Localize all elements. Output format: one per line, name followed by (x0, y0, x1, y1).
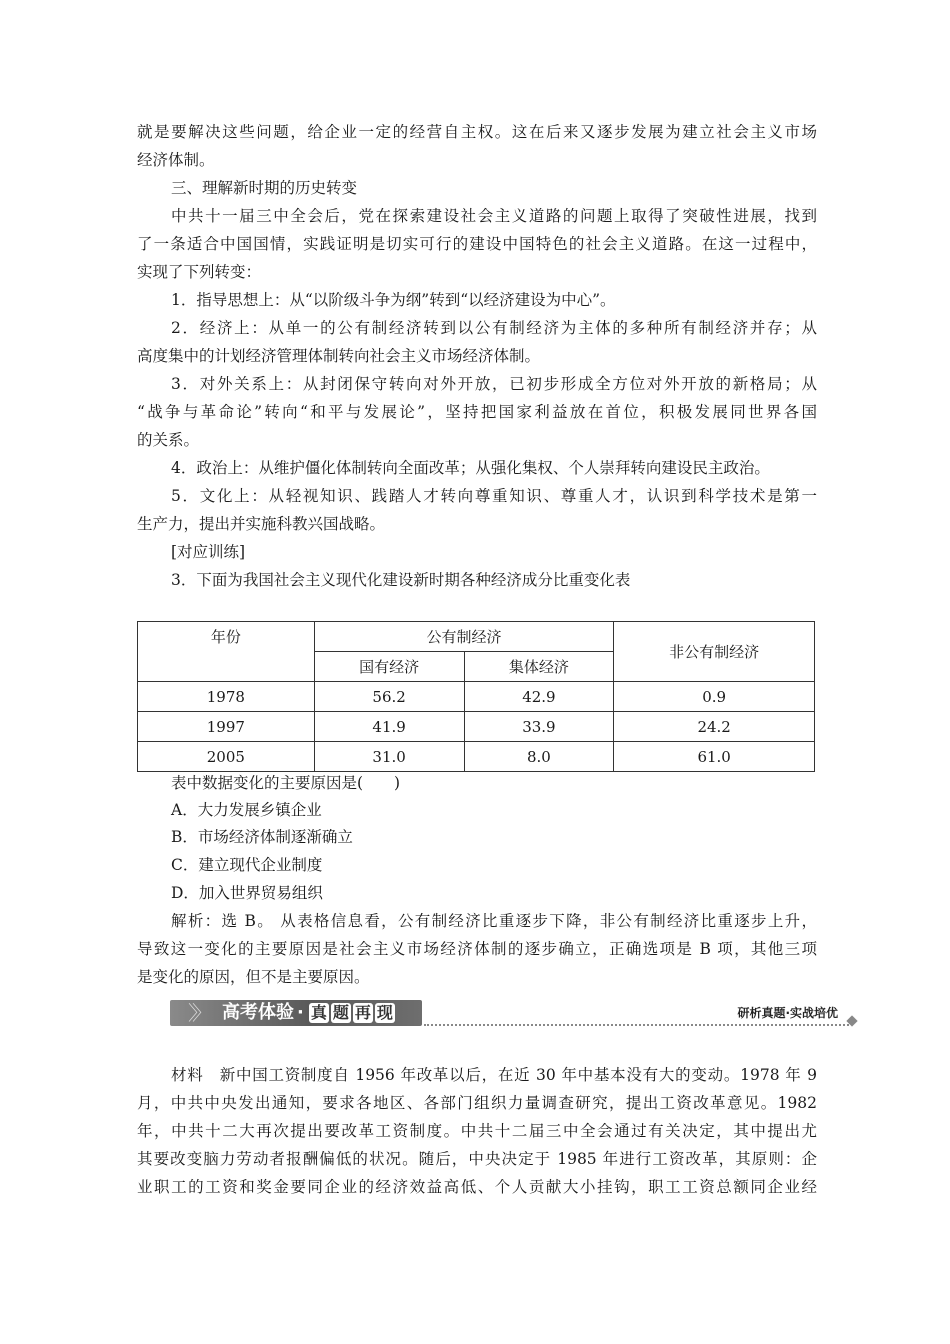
cell-state: 56.2 (314, 682, 464, 712)
material-line: 月，中共中央发出通知，要求各地区、各部门组织力量调查研究，提出工资改革意见。1982 (137, 1094, 817, 1112)
header-year: 年份 (138, 622, 315, 682)
banner-title (222, 1002, 395, 1024)
paragraph-line: 生产力，提出并实施科教兴国战略。 (137, 515, 386, 533)
question-stem: 表中数据变化的主要原因是( ) (171, 774, 401, 792)
list-item: 5．文化上：从轻视知识、践踏人才转向尊重知识、尊重人才，认识到科学技术是第一 (171, 487, 817, 505)
banner-box: 再 (354, 1003, 371, 1022)
practice-label: [对应训练] (171, 543, 246, 561)
economy-share-table (137, 621, 815, 772)
cell-collective: 42.9 (464, 682, 614, 712)
paragraph-line: 经济体制。 (137, 151, 215, 169)
banner-dot: · (297, 1002, 304, 1023)
answer-line: 解析：选 B。 从表格信息看，公有制经济比重逐步下降，非公有制经济比重逐步上升， (171, 912, 817, 930)
header-collective: 集体经济 (464, 652, 614, 682)
question-title: 3．下面为我国社会主义现代化建设新时期各种经济成分比重变化表 (171, 571, 631, 589)
paragraph-line: 中共十一届三中全会后，党在探索建设社会主义道路的问题上取得了突破性进展，找到 (171, 207, 817, 225)
material-line: 年，中共十二大再次提出要改革工资制度。中共十二届三中全会通过有关决定，其中提出尤 (137, 1122, 817, 1140)
material-line: 其要改变脑力劳动者报酬偏低的状况。随后，中央决定于 1985 年进行工资改革，其原则：企 (137, 1150, 817, 1168)
double-chevron-icon: 〉〉 (188, 1001, 206, 1025)
cell-state: 41.9 (314, 712, 464, 742)
section-heading: 三、理解新时期的历史转变 (171, 179, 358, 197)
paragraph-line: 就是要解决这些问题，给企业一定的经营自主权。这在后来又逐步发展为建立社会主义市场 (137, 123, 817, 141)
list-item: 2．经济上：从单一的公有制经济转到以公有制经济为主体的多种所有制经济并存；从 (171, 319, 817, 337)
banner-box: 现 (376, 1003, 393, 1022)
banner-title-main: 高考体验 (222, 1002, 294, 1023)
option-c: C．建立现代企业制度 (171, 856, 323, 874)
answer-line: 导致这一变化的主要原因是社会主义市场经济体制的逐步确立，正确选项是 B 项，其他三项 (137, 940, 817, 958)
paragraph-line: 实现了下列转变： (137, 263, 262, 281)
table-row (138, 682, 815, 712)
section-banner (170, 1000, 860, 1030)
cell-year: 1978 (138, 682, 315, 712)
table-row (138, 742, 815, 772)
list-item: 3．对外关系上：从封闭保守转向对外开放，已初步形成全方位对外开放的新格局；从 (171, 375, 817, 393)
paragraph-line: “战争与革命论”转向“和平与发展论”，坚持把国家利益放在首位，积极发展同世界各国 (137, 403, 817, 421)
cell-nonpublic: 24.2 (614, 712, 815, 742)
paragraph-line: 高度集中的计划经济管理体制转向社会主义市场经济体制。 (137, 347, 541, 365)
option-a: A．大力发展乡镇企业 (171, 801, 322, 819)
banner-dotted-line (424, 1024, 849, 1026)
cell-state: 31.0 (314, 742, 464, 772)
cell-nonpublic: 0.9 (614, 682, 815, 712)
cell-year: 2005 (138, 742, 315, 772)
banner-box: 真 (310, 1003, 327, 1022)
header-state: 国有经济 (314, 652, 464, 682)
header-nonpublic: 非公有制经济 (614, 622, 815, 682)
material-line: 业职工的工资和奖金要同企业的经济效益高低、个人贡献大小挂钩，职工工资总额同企业经 (137, 1178, 817, 1196)
cell-year: 1997 (138, 712, 315, 742)
option-d: D．加入世界贸易组织 (171, 884, 323, 902)
paragraph-line: 的关系。 (137, 431, 200, 449)
cell-collective: 8.0 (464, 742, 614, 772)
table-header-row (138, 622, 815, 652)
cell-collective: 33.9 (464, 712, 614, 742)
option-b: B．市场经济体制逐渐确立 (171, 828, 353, 846)
banner-subtitle: 研析真题·实战培优 (737, 1006, 838, 1020)
header-public: 公有制经济 (314, 622, 614, 652)
list-item: 1．指导思想上：从“以阶级斗争为纲”转到“以经济建设为中心”。 (171, 291, 616, 309)
material-line: 材料 新中国工资制度自 1956 年改革以后，在近 30 年中基本没有大的变动。1978 年 9 (171, 1066, 817, 1084)
list-item: 4．政治上：从维护僵化体制转向全面改革；从强化集权、个人崇拜转向建设民主政治。 (171, 459, 770, 477)
banner-box: 题 (332, 1003, 349, 1022)
paragraph-line: 了一条适合中国国情，实践证明是切实可行的建设中国特色的社会主义道路。在这一过程中， (137, 235, 817, 253)
answer-line: 是变化的原因，但不是主要原因。 (137, 968, 370, 986)
table-row (138, 712, 815, 742)
cell-nonpublic: 61.0 (614, 742, 815, 772)
